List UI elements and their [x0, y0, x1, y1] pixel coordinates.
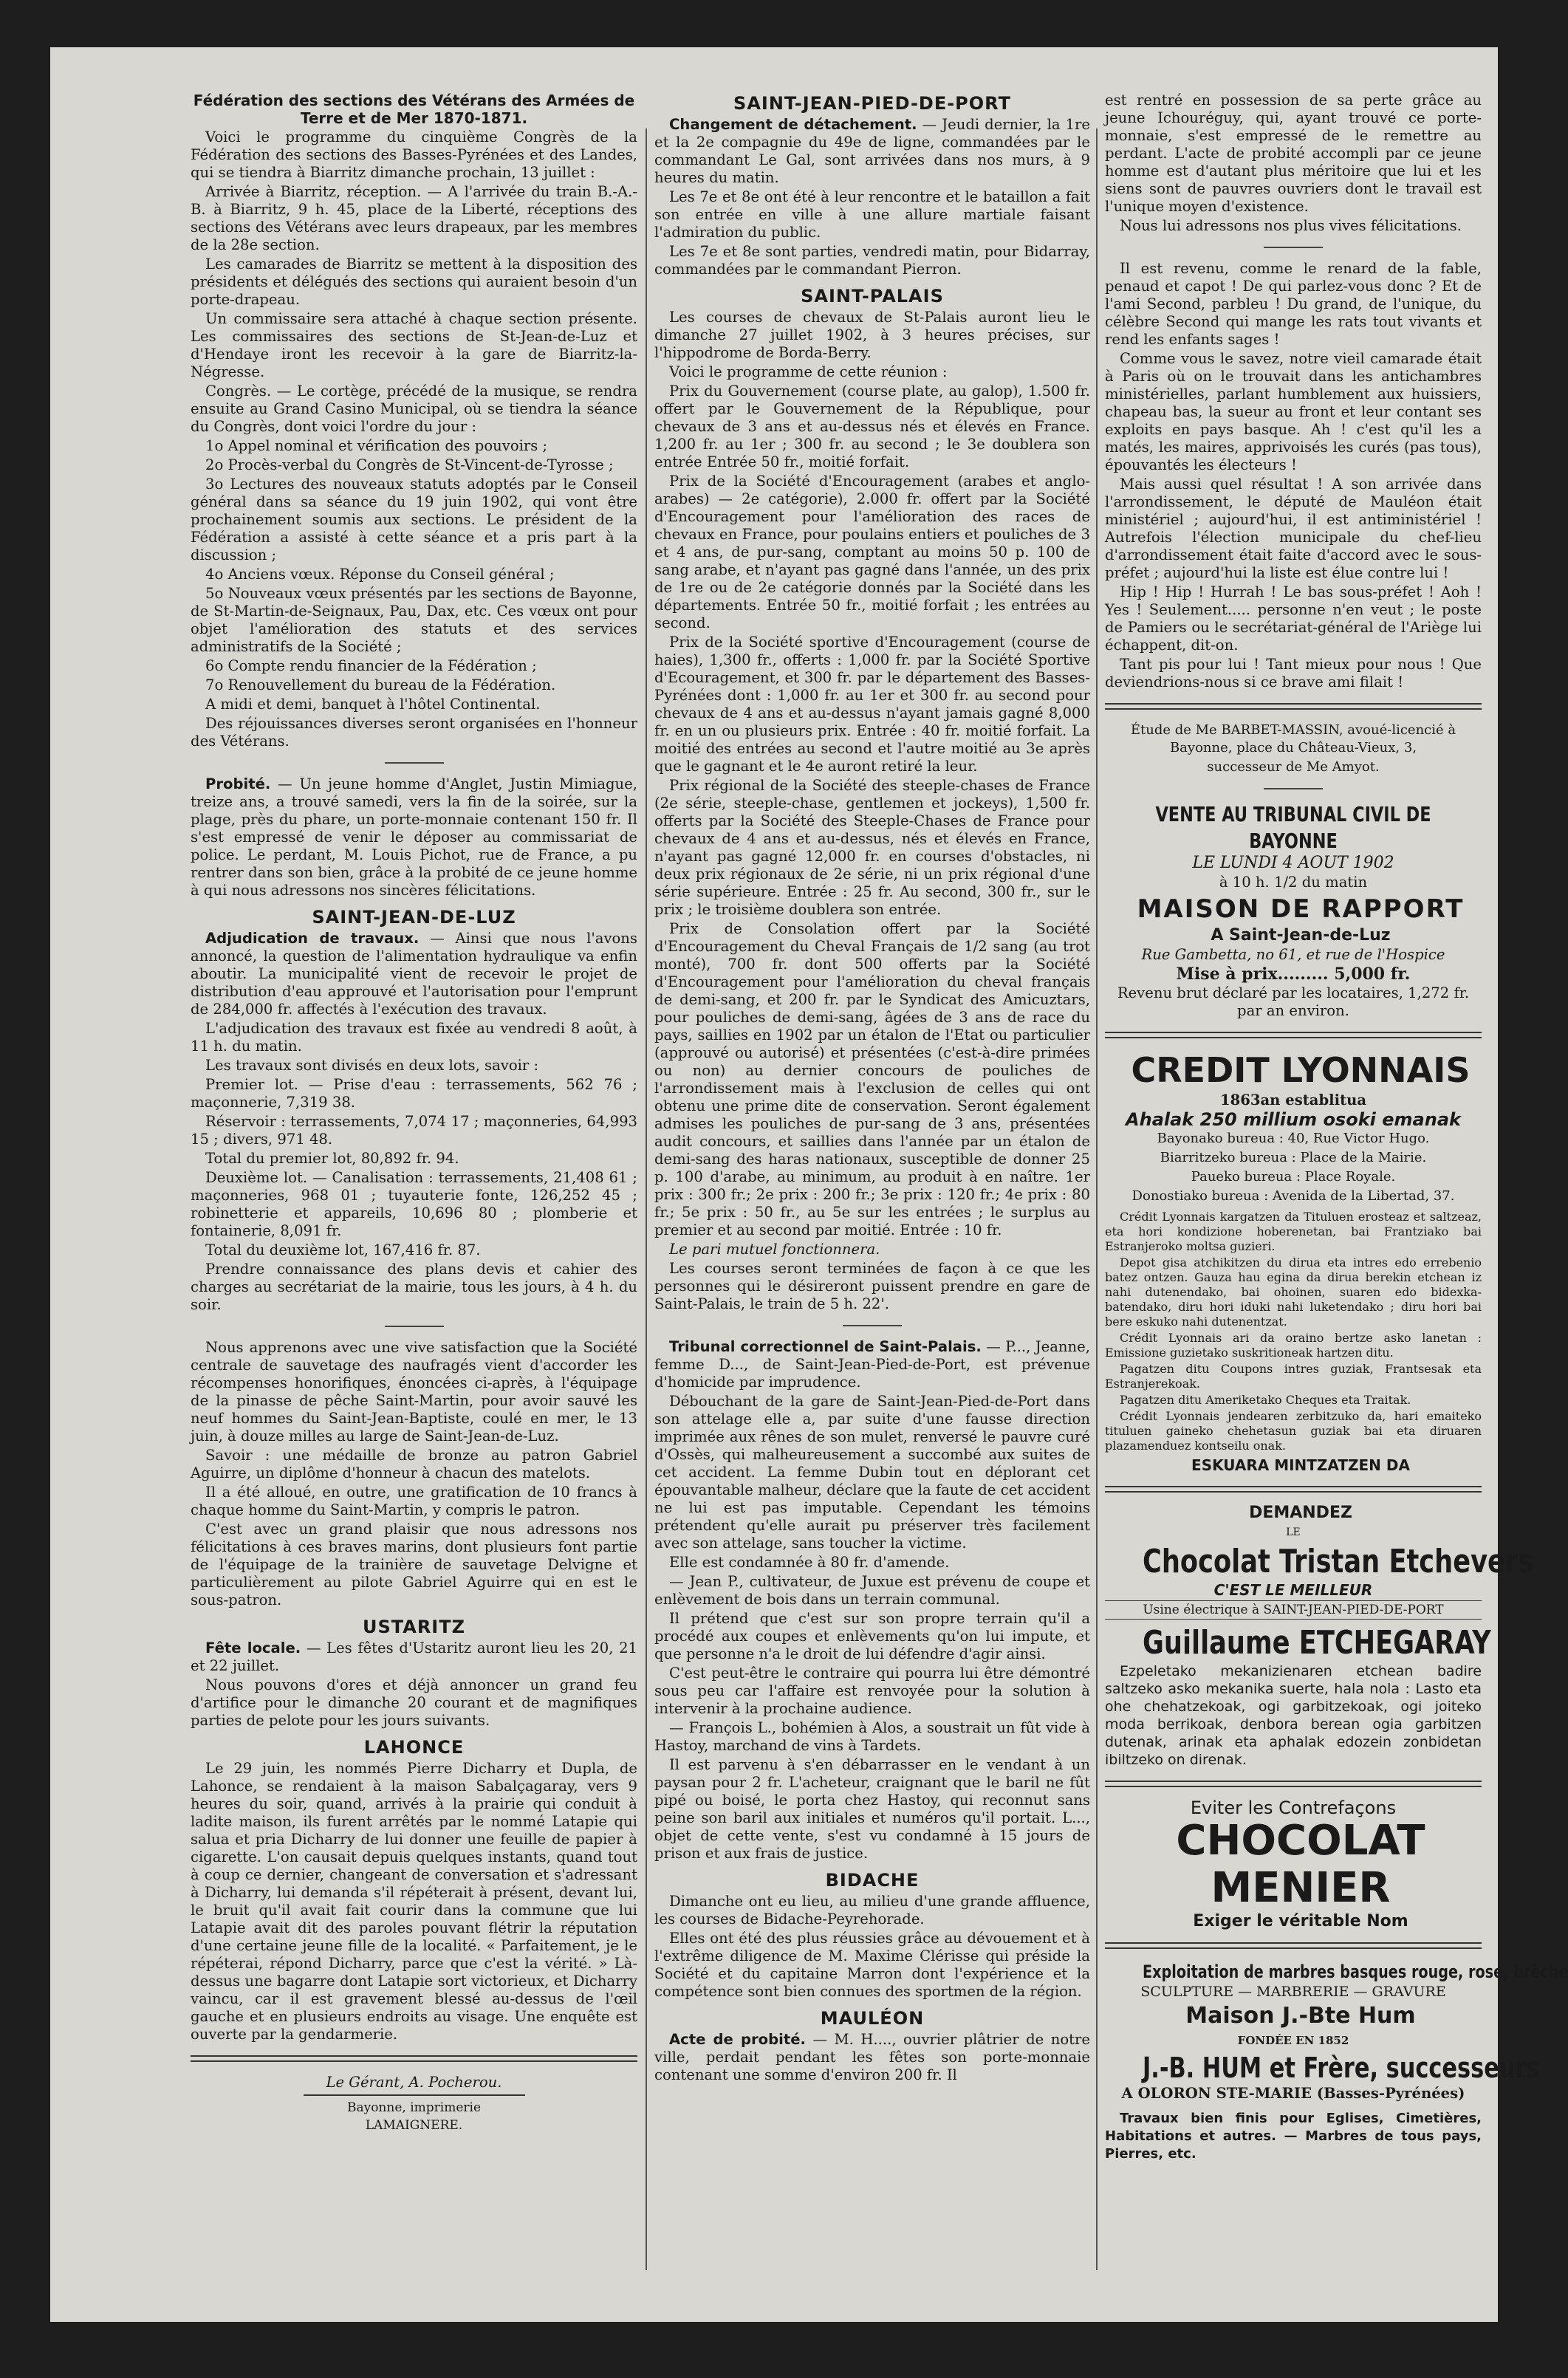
- paragraph: Voici le programme de cette réunion :: [669, 363, 948, 380]
- cl-branch: Paueko bureua : Place Royale.: [1191, 1169, 1396, 1185]
- ad-rule: [1105, 703, 1482, 710]
- paragraph: Les camarades de Biarritz se mettent à la disposition des présidents et délégués des sections qui auraient besoin d'un porte-drapeau.: [191, 256, 637, 308]
- rue-line: Rue Gambetta, no 61, et rue de l'Hospice: [1141, 946, 1445, 963]
- paragraph: — Les fêtes d'Ustaritz auront lieu les 20, 21 et 22 juillet.: [191, 1639, 638, 1674]
- article-adjudication: [191, 930, 637, 1018]
- chocolat-title: CHOCOLAT: [1176, 1817, 1425, 1865]
- le-line: LE: [1286, 1526, 1301, 1538]
- column-rule: [646, 129, 647, 2270]
- separator: [1264, 247, 1323, 248]
- paragraph: Les courses de chevaux de St-Palais auront lieu le dimanche 27 juillet 1902, à 3 heures précises, sur l'hippodrome de Borda-Berry.: [654, 309, 1090, 361]
- lead-in: Tribunal correctionnel de Saint-Palais.: [669, 1338, 982, 1355]
- paragraph: Tant pis pour lui ! Tant mieux pour nous ! Que deviendrions-nous si ce brave ami filait !: [1105, 656, 1482, 691]
- separator: [385, 762, 444, 764]
- paragraph: 5o Nouveaux vœux présentés par les sections de Bayonne, de St-Martin-de-Seignaux, Pau, Dax, etc. Ces vœux ont pour objet l'amélioration des statuts et des services administratifs de la Société ;: [191, 585, 637, 655]
- paragraph: C'est peut-être le contraire qui pourra lui être démontré sous peu car l'affaire est renvoyée pour la solution à intervenir à la prochaine audience.: [654, 1665, 1090, 1717]
- demandez-line: DEMANDEZ: [1249, 1504, 1352, 1522]
- section-heading: BIDACHE: [825, 1870, 920, 1891]
- legal-notice-ad: [1105, 722, 1482, 1020]
- paragraph: C'est avec un grand plaisir que nous adressons nos félicitations à ces braves marins, dont plusieurs font partie de l'équipage de la trainière de sauvetage Delvigne et particulièrement au pilote Gabriel Aguirre qui en est le sous-patron.: [191, 1521, 637, 1608]
- imprint-line: Bayonne, imprimerie LAMAIGNERE.: [304, 2094, 525, 2134]
- chocolat-tristan-title: Chocolat Tristan Etchevers: [1143, 1543, 1534, 1580]
- cl-text: Crédit Lyonnais kargatzen da Tituluen erosteaz et saltzeaz, eta hori kondizione hoberenetan, bai Frantziako bai Estranjeroko moltsa guzieri.: [1105, 1210, 1482, 1253]
- paragraph: Les 7e et 8e ont été à leur rencontre et le bataillon a fait son entrée en ville à une allure martiale faisant l'admiration du public.: [654, 188, 1090, 241]
- article-acte-probite: [654, 2031, 1090, 2084]
- paragraph: — Jean P., cultivateur, de Juxue est prévenu de coupe et enlèvement de bois dans un terrain communal.: [654, 1573, 1090, 1608]
- article-changement: [654, 116, 1090, 187]
- paragraph: Débouchant de la gare de Saint-Jean-Pied-de-Port dans son attelage elle a, par suite d'une fausse direction imprimée aux rênes de son mulet, renversé le pauvre curé d'Ossès, qui malheureusement a succombé aux suites de cet accident. La femme Dubin tout en déplorant cet épouvantable malheur, déclare que la faute de cet accident ne lui est pas imputable. Cependant les témoins prétendent qu'elle aurait pu préserver très facilement avec son attelage, sans toucher la victime.: [654, 1393, 1090, 1552]
- paragraph: Les travaux sont divisés en deux lots, savoir :: [205, 1057, 539, 1074]
- cl-basque-line: ESKUARA MINTZATZEN DA: [1191, 1456, 1410, 1474]
- etude-line: successeur de Me Amyot.: [1207, 759, 1380, 775]
- ad-rule: [1105, 1032, 1482, 1038]
- vente-title: VENTE AU TRIBUNAL CIVIL DE BAYONNE: [1155, 802, 1431, 853]
- hum-title: Maison J.-Bte Hum: [1185, 2003, 1416, 2029]
- vente-time: à 10 h. 1/2 du matin: [1219, 874, 1368, 891]
- vente-date: LE LUNDI 4 AOUT 1902: [1192, 854, 1394, 872]
- paragraph: 6o Compte rendu financier de la Fédération ;: [205, 657, 537, 674]
- revenu-line: Revenu brut déclaré par les locataires, 1,272 fr. par an environ.: [1117, 984, 1470, 1019]
- lead-in: Adjudication de travaux.: [205, 930, 420, 947]
- gerant-line: Le Gérant, A. Pocherou.: [326, 2074, 502, 2091]
- cl-text: Pagatzen ditu Coupons intres guziak, Frantsesak eta Estranjerekoak.: [1105, 1362, 1482, 1391]
- paragraph: Prix de Consolation offert par la Société d'Encouragement du Cheval Français de 1/2 sang (au trot monté), 700 fr. dont 500 offerts par la Société d'Encouragement pour l'amélioration du cheval français de demi-sang, et 200 fr. par le Syndicat des Amicuztars, pour pouliches de demi-sang, âgées de 3 ans de race du pays, saillies en 1902 par un étalon de l'Etat ou particulier (approuvé ou autorisé) et présentées (c'est-à-dire primées ou non) au dernier concours de pouliches de l'arrondissement mais à l'exclusion de celles qui ont obtenu une prime dite de conservation. Seront également admises les pouliches de pur-sang de 3 ans, présentées audit concours, et saillies dans l'année par un étalon de demi-sang des haras nationaux, susceptible de donner 25 p. 100 d'arabe, au minimum, au produit à en naître. 1er prix : 300 fr.; 2e prix : 200 fr.; 3e prix : 120 fr.; 4e prix : 80 fr.; 5e prix : 50 fr., au 5e sur les entrées ; le surplus au premier et au second par moitié. Entrée : 10 fr.: [654, 920, 1090, 1238]
- section-heading: SAINT-JEAN-PIED-DE-PORT: [733, 93, 1011, 114]
- paragraph: Les courses seront terminées de façon à ce que les personnes qui le désireront puissent prendre en gare de Saint-Palais, le train de 5 h. 22'.: [654, 1260, 1090, 1312]
- separator: [385, 1326, 444, 1327]
- paragraph: Le pari mutuel fonctionnera.: [669, 1241, 880, 1258]
- cl-branch: Biarritzeko bureua : Place de la Mairie.: [1160, 1150, 1427, 1165]
- paragraph: Savoir : une médaille de bronze au patron Gabriel Aguirre, un diplôme d'honneur à chacun des matelots.: [191, 1447, 637, 1481]
- paragraph: Elle est condamnée à 80 fr. d'amende.: [669, 1554, 950, 1571]
- column-right: [1105, 92, 1568, 2168]
- paragraph: Il a été alloué, en outre, une gratification de 10 francs à chaque homme du Saint-Martin, y compris le patron.: [191, 1484, 637, 1518]
- section-heading: LAHONCE: [363, 1737, 465, 1758]
- exiger-line: Exiger le véritable Nom: [1193, 1912, 1408, 1930]
- paragraph: Dimanche ont eu lieu, au milieu d'une grande affluence, les courses de Bidache-Peyrehorade.: [654, 1893, 1090, 1928]
- paragraph: Il est parvenu à s'en débarrasser en le vendant à un paysan pour 2 fr. L'acheteur, craignant que le baril ne fût pipé ou boisé, le porta chez Hastoy, qui reconnut sans peine son baril aux initiales et numéros qu'il portait. L..., objet de cette vente, s'est vu condamné à 15 jours de prison et aux frais de justice.: [654, 1756, 1090, 1862]
- travaux-line: Travaux bien finis pour Eglises, Cimetières, Habitations et autres. — Marbres de tous pays, Pierres, etc.: [1105, 2111, 1482, 2162]
- etchegaray-title: Guillaume ETCHEGARAY: [1143, 1624, 1491, 1662]
- paragraph: Nous lui adressons nos plus vives félicitations.: [1120, 217, 1462, 234]
- paragraph: Comme vous le savez, notre vieil camarade était à Paris où on le trouvait dans les antichambres ministérielles, parlant humblement aux huissiers, chapeau bas, la sueur au front et leur contant ses exploits en pays basque. Ah ! c'est qu'il les a matés, les maires, apprivoisés les curés (pas tous), épouvantés les électeurs !: [1105, 350, 1482, 473]
- cl-established: 1863an establitua: [1219, 1092, 1367, 1109]
- cl-text: Pagatzen ditu Ameriketako Cheques eta Traitak.: [1120, 1393, 1411, 1407]
- paragraph: 2o Procès-verbal du Congrès de St-Vincent-de-Tyrosse ;: [205, 456, 614, 473]
- paragraph: — M. H...., ouvrier plâtrier de notre ville, perdait pendant les fêtes son porte-monnaie contenant une somme d'environ 200 fr. Il: [654, 2031, 1090, 2083]
- separator: [843, 1325, 902, 1326]
- article-tribunal: [654, 1338, 1090, 1391]
- etude-line: Étude de Me BARBET-MASSIN, avoué-licencié à Bayonne, place du Château-Vieux, 3,: [1130, 722, 1456, 755]
- column-left: [191, 92, 637, 2134]
- paragraph: Deuxième lot. — Canalisation : terrassements, 21,408 61 ; maçonneries, 968 01 ; tuyauterie fonte, 126,252 45 ; robinetterie et appareils, 10,696 80 ; plomberie et fontainerie, 8,091 fr.: [191, 1169, 637, 1239]
- paragraph: Total du deuxième lot, 167,416 fr. 87.: [205, 1241, 481, 1258]
- chocolat-tristan-ad: [1105, 1504, 1534, 1620]
- paragraph: 4o Anciens vœux. Réponse du Conseil général ;: [205, 566, 555, 583]
- paragraph: Réservoir : terrassements, 7,074 17 ; maçonneries, 64,993 15 ; divers, 971 48.: [191, 1113, 637, 1148]
- paragraph: Nous pouvons d'ores et déjà annoncer un grand feu d'artifice pour le dimanche 20 courant et de magnifiques parties de pelote pour les jours suivants.: [191, 1676, 637, 1729]
- cl-text: Crédit Lyonnais ari da oraino bertze asko lanetan : Emissione guzietako suskritioneak hartzen ditu.: [1105, 1331, 1482, 1360]
- paragraph: Arrivée à Biarritz, réception. — A l'arrivée du train B.-A.-B. à Biarritz, 9 h. 45, place de la Liberté, réceptions des sections des Vétérans avec leurs drapeaux, par les membres de la 28e section.: [191, 183, 637, 253]
- paragraph: Congrès. — Le cortège, précédé de la musique, se rendra ensuite au Grand Casino Municipal, où se tiendra la séance du Congrès, dont voici l'ordre du jour :: [191, 383, 637, 435]
- section-heading: MAULÉON: [820, 2008, 925, 2029]
- lead-in: Changement de détachement.: [669, 116, 917, 133]
- paragraph: Les 7e et 8e sont parties, vendredi matin, pour Bidarray, commandées par le commandant Pierron.: [654, 243, 1090, 278]
- paragraph: — François L., bohémien à Alos, a soustrait un fût vide à Hastoy, marchand de vins à Tardets.: [654, 1719, 1090, 1754]
- paragraph: — Jeudi dernier, la 1re et la 2e compagnie du 49e de ligne, commandées par le commandant Le Gal, sont arrivées dans nos murs, à 9 heures du matin.: [654, 116, 1090, 186]
- eviter-line: Eviter les Contrefaçons: [1190, 1798, 1397, 1818]
- etchegaray-text: Ezpeletako mekanizienaren etchean badire saltzeko asko mekanika suerte, hala nola : Lasto eta ohe chehatzekoak, ogi garbitzekoak, ogi joiteko moda berrikoak, denbora berean ogia garbitzen dutenak, arinak eta aphalak edozein zonbidetan ibiltzeko on direnak.: [1105, 1663, 1482, 1768]
- section-heading: SAINT-PALAIS: [801, 286, 944, 306]
- paragraph: 7o Renouvellement du bureau de la Fédération.: [205, 676, 556, 693]
- paragraph: Mais aussi quel résultat ! A son arrivée dans l'arrondissement, le député de Mauléon était ministériel ; aujourd'hui, il est antiministériel ! Autrefois l'élection municipale du chef-lieu d'arrondissement était faite d'accord avec le sous-préfet ; aujourd'hui la liste est élue contre lui !: [1105, 476, 1482, 581]
- paragraph: Prix de la Société d'Encouragement (arabes et anglo-arabes) — 2e catégorie), 2.000 fr. offert par la Société d'Encouragement pour l'amélioration des races de chevaux en France, pour poulains entiers et pouliches de 3 et 4 ans, de pur-sang, comptant au moins 50 p. 100 de sang arabe, et n'ayant pas gagné dans l'année, un des prix de 1re ou de 2e catégorie donnés par la Société dans les départements. Entrée 50 fr., moitié forfait ; les entrées au second.: [654, 473, 1090, 631]
- paragraph: Prix du Gouvernement (course plate, au galop), 1.500 fr. offert par le Gouvernement de la République, pour chevaux de 3 ans et au-dessus nés et élevés en France. 1,200 fr. au 1er ; 300 fr. au second ; le 3e doublera son entrée Entrée 50 fr., moitié forfait.: [654, 383, 1090, 470]
- column-rule: [1096, 129, 1098, 2270]
- separator: [1264, 788, 1323, 789]
- article-fete-locale: [191, 1639, 637, 1675]
- maison-title: MAISON DE RAPPORT: [1137, 894, 1465, 924]
- cl-text: Depot gisa atchikitzen du dirua eta intres edo errebenio batez ontzen. Gauza hau egina da dirua berekin etchean iz nahi dutenendako, bai ohoinen, suaren edo bidexka-batendako, diru hori iduki nahi luketendako ; diru hori bai bere eskuko nahi dutenentzat.: [1105, 1255, 1482, 1329]
- credit-lyonnais-ad: [1105, 1050, 1482, 1474]
- lead-in: Fête locale.: [205, 1639, 301, 1656]
- lead-in: Acte de probité.: [669, 2031, 806, 2048]
- sculpture-line: SCULPTURE — MARBRERIE — GRAVURE: [1140, 1984, 1446, 2000]
- cl-text: Crédit Lyonnais jendearen zerbitzuko da, hari emaiteko tituluen gaineko chehetasun guziak bai eta diruaren plazamenduez kontseilu onak.: [1105, 1409, 1482, 1453]
- ad-rule: [1105, 1781, 1482, 1787]
- paragraph: 3o Lectures des nouveaux statuts adoptés par le Conseil général dans sa séance du 19 juin 1902, qui vont être prochainement soumis aux sections. Le président de la Fédération a assisté à cette séance et a pris part à la discussion ;: [191, 476, 637, 563]
- paragraph: Hip ! Hip ! Hurrah ! Le bas sous-préfet ! Aoh ! Yes ! Seulement..... personne n'en veut ; le poste de Pamiers ou le secrétariat-général de l'Ariège lui échappent, dit-on.: [1105, 583, 1482, 654]
- paragraph: Il prétend que c'est sur son propre terrain qu'il a procédé aux coupes et enlèvements qu'on lui impute, et que personne n'a le droit de lui défendre d'agir ainsi.: [654, 1610, 1090, 1662]
- paragraph: Le 29 juin, les nommés Pierre Dicharry et Dupla, de Lahonce, se rendaient à la maison Sabalçagaray, vers 9 heures du soir, quand, arrivés à la prairie qui conduit à ladite maison, ils furent arrêtés par le nommé Latapie qui salua et pria Dicharry de lui donner une feuille de papier à cigarette. L'on causait depuis quelques instants, quand tout à coup ce dernier, changeant de conversation et s'adressant à Dicharry, lui demanda s'il répéterait à présent, devant lui, le bruit qu'il avait fait courir dans la commune que lui Latapie avait dit des paroles pouvant flétrir la réputation d'une certaine jeune fille de la localité. « Parfaitement, je le répéterai, répond Dicharry, parce que c'est la vérité. » Là-dessus une bagarre dont Latapie sort victorieux, et Dicharry vaincu, car il est gravement blessé au-dessus de l'œil gauche et en plusieurs endroits au visage. Une enquête est ouverte par la gendarmerie.: [191, 1760, 637, 2043]
- cl-branch: Donostiako bureua : Avenida de la Libertad, 37.: [1132, 1188, 1455, 1204]
- section-heading: USTARITZ: [362, 1617, 466, 1637]
- hum-successeurs-title: J.-B. HUM et Frère, successeurs: [1143, 2052, 1540, 2084]
- column-middle: [654, 92, 1090, 2086]
- paragraph: L'adjudication des travaux est fixée au vendredi 8 août, à 11 h. du matin.: [191, 1020, 637, 1055]
- section-heading: SAINT-JEAN-DE-LUZ: [312, 907, 516, 928]
- meilleur-line: C'EST LE MEILLEUR: [1213, 1581, 1373, 1599]
- article-federation: [191, 92, 637, 750]
- paragraph: 1o Appel nominal et vérification des pouvoirs ;: [205, 437, 548, 454]
- newspaper-page: [50, 47, 1568, 2322]
- paragraph: Des réjouissances diverses seront organisées en l'honneur des Vétérans.: [191, 715, 637, 750]
- ad-rule: [1105, 1942, 1482, 1949]
- paragraph: Total du premier lot, 80,892 fr. 94.: [205, 1150, 459, 1167]
- fondee-line: FONDÉE EN 1852: [1237, 2034, 1349, 2047]
- ad-rule: [1105, 1486, 1482, 1493]
- menier-ad: [1105, 1799, 1482, 1930]
- marbres-line: Exploitation de marbres basques rouge, rose, brèche: [1143, 1961, 1568, 1982]
- paragraph: — Un jeune homme d'Anglet, Justin Mimiague, treize ans, a trouvé samedi, vers la fin de la soirée, sur la plage, près du phare, un porte-monnaie contenant 150 fr. Il s'est empressé de venir le déposer au commissariat de police. Le perdant, M. Louis Pichot, rue de France, a pu rentrer dans son bien, grâce à la probité de ce jeune homme à qui nous adressons nos sincères félicitations.: [191, 775, 637, 899]
- paragraph: Il est revenu, comme le renard de la fable, penaud et capot ! De qui parlez-vous donc ? Et de l'ami Second, parbleu ! Du grand, de l'unique, du célèbre Second qui mange les rats tout vivants et rend les enfants sages !: [1105, 260, 1482, 348]
- cl-branch: Bayonako bureua : 40, Rue Victor Hugo.: [1157, 1131, 1430, 1146]
- article-probite: [191, 775, 637, 900]
- paragraph: Nous apprenons avec une vive satisfaction que la Société centrale de sauvetage des naufragés vient d'accorder les récompenses honorifiques, énoncées ci-après, à l'équipage de la pinasse de pêche Saint-Martin, pour avoir sauvé les neuf hommes du Saint-Jean-Baptiste, coulé en mer, le 13 juin, à douze milles au large de Saint-Jean-de-Luz.: [191, 1339, 637, 1445]
- paragraph: Voici le programme du cinquième Congrès de la Fédération des sections des Basses-Pyrénées et des Landes, qui se tiendra à Biarritz dimanche prochain, 13 juillet :: [191, 129, 637, 181]
- paragraph: — P..., Jeanne, femme D..., de Saint-Jean-Pied-de-Port, est prévenue d'homicide par imprudence.: [654, 1338, 1090, 1391]
- etchegaray-ad: [1105, 1624, 1491, 1769]
- cl-title: CREDIT LYONNAIS: [1131, 1050, 1471, 1090]
- paragraph: Prix de la Société sportive d'Encouragement (course de haies), 1,300 fr., offerts : 1,000 fr. par la Société Sportive d'Ecouragement, et 300 fr. par le département des Basses-Pyrénées dont : 1,000 fr. au 1er et 300 fr. au second pour chevaux de 4 ans et au-dessus n'ayant jamais gagné 8,000 fr. en un ou plusieurs prix. Entrée : 40 fr. moitié forfait. La moitié des entrées au second et l'autre moitié au 3e après que le gagnant et le 4e auront retiré la leur.: [654, 634, 1090, 775]
- cl-capital: Ahalak 250 millium osoki emanak: [1126, 1109, 1461, 1130]
- paragraph: Elles ont été des plus réussies grâce au dévouement et à l'extrême diligence de M. Maxime Clérisse qui préside la Société et du capitaine Marron dont l'expérience et la compétence sont bien connues des sportmen de la région.: [654, 1930, 1090, 2000]
- oloron-line: A OLORON STE-MARIE (Basses-Pyrénées): [1121, 2085, 1465, 2102]
- paragraph: Un commissaire sera attaché à chaque section présente. Les commissaires des sections de St-Jean-de-Luz et d'Hendaye iront les recevoir à la gare de Biarritz-la-Négresse.: [191, 310, 637, 380]
- paragraph: A midi et demi, banquet à l'hôtel Continental.: [205, 696, 541, 713]
- hum-marbrerie-ad: [1105, 1961, 1568, 2163]
- paragraph: Premier lot. — Prise d'eau : terrassements, 562 76 ; maçonnerie, 7,319 38.: [191, 1076, 637, 1111]
- paragraph: — Ainsi que nous l'avons annoncé, la question de l'alimentation hydraulique va enfin aboutir. La municipalité vient de recevoir le projet de distribution d'eau approuvé et l'autorisation pour l'emprunt de 284,000 fr. affectés à l'exécution des travaux.: [191, 930, 637, 1018]
- usine-line: Usine électrique à SAINT-JEAN-PIED-DE-PORT: [1105, 1600, 1482, 1620]
- menier-title: MENIER: [1211, 1864, 1391, 1912]
- headline: Fédération des sections des Vétérans des Armées de Terre et de Mer 1870-1871.: [193, 92, 635, 127]
- lead-in: Probité.: [205, 775, 271, 792]
- paragraph: est rentré en possession de sa perte grâce au jeune Ichouréguy, qui, ayant trouvé ce porte-monnaie, s'est empressé de le remettre au perdant. L'acte de probité accompli par ce jeune homme est d'autant plus méritoire que lui et les siens sont de pauvres ouvriers dont le travail est l'unique moyen d'existence.: [1105, 92, 1482, 215]
- paragraph: Prix régional de la Société des steeple-chases de France (2e série, steeple-chase, gentlemen et jockeys), 1,500 fr. offerts par la Société des Steeple-Chases de France pour chevaux de 4 ans et au-dessus, nés et élevés en France, n'ayant pas gagné 12,000 fr. en courses d'obstacles, ni deux prix régionaux de 2e série, ni un prix régional d'une série supérieure. Entrée : 25 fr. Au second, 300 fr., sur le prix ; le troisième doublera son entrée.: [654, 777, 1090, 918]
- footer-rule: [191, 2055, 637, 2062]
- paragraph: Prendre connaissance des plans devis et cahier des charges au secrétariat de la mairie, tous les jours, à 4 h. du soir.: [191, 1261, 637, 1313]
- mise-line: Mise à prix......... 5,000 fr.: [1176, 964, 1411, 984]
- place-line: A Saint-Jean-de-Luz: [1211, 926, 1391, 945]
